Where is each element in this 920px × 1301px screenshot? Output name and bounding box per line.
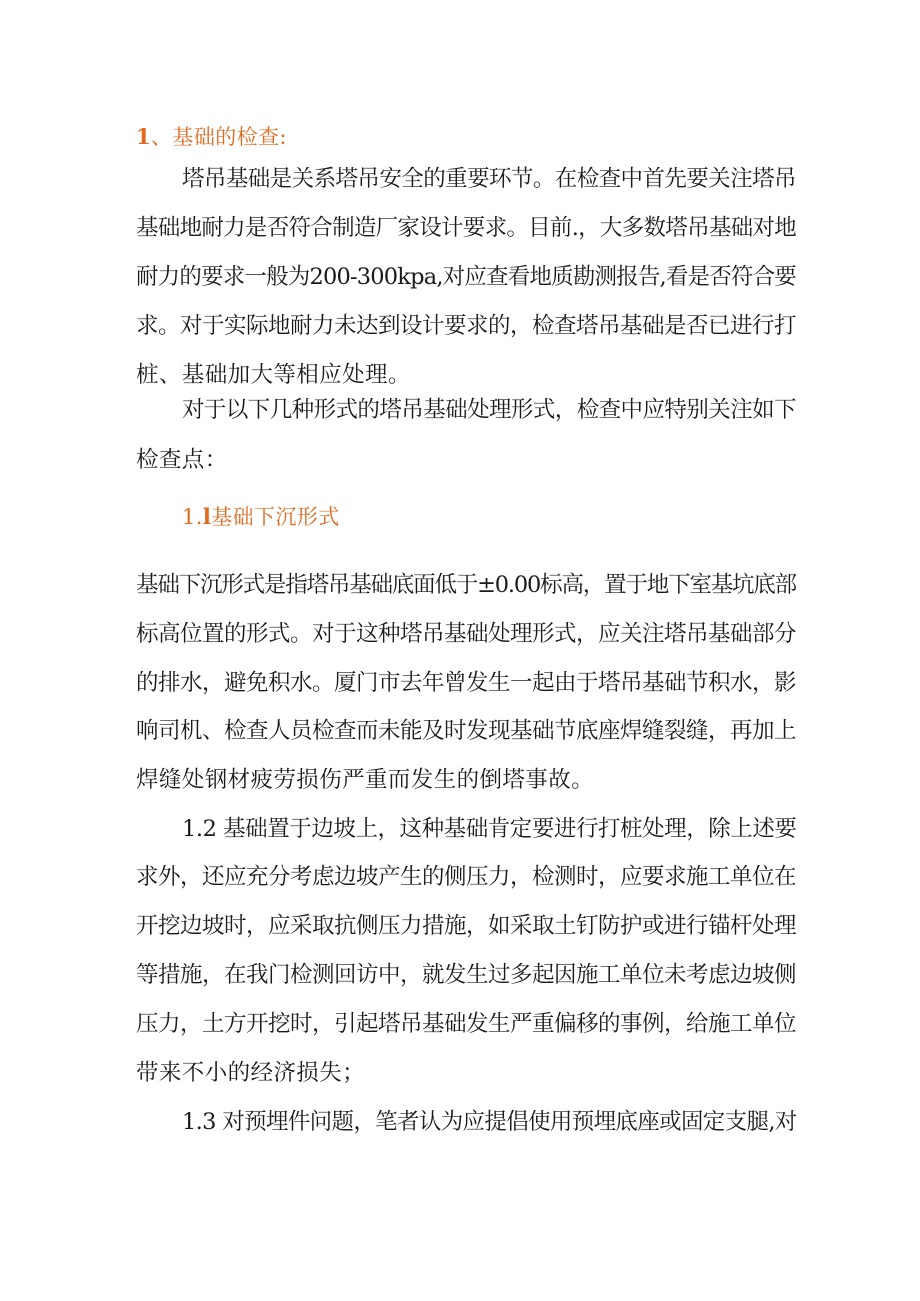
intro-line-4: 求。对于实际地耐力未达到设计要求的，检查塔吊基础是否已进行打 [136, 313, 796, 339]
section-heading-text: 、基础的检查: [151, 125, 287, 149]
sub2-line-6: 带来不小的经济损失； [136, 1060, 366, 1086]
subsection-1-number-bold: l [202, 504, 212, 529]
sub3-line-1: 1.3 对预埋件问题，笔者认为应提倡使用预埋底座或固定支腿,对 [182, 1109, 797, 1135]
subsection-1-heading [182, 502, 842, 532]
sub1-body-line-5: 焊缝处钢材疲劳损伤严重而发生的倒塔事故。 [136, 767, 595, 793]
sub2-line-5: 压力，土方开挖时，引起塔吊基础发生严重偏移的事例，给施工单位 [136, 1011, 796, 1037]
subsection-1-number: 1. [182, 505, 203, 529]
sub1-body-line-1: 基础下沉形式是指塔吊基础底面低于±0.00标高，置于地下室基坑底部 [136, 572, 796, 598]
para2-line-2: 检查点： [136, 447, 228, 473]
sub2-line-3: 开挖边坡时，应采取抗侧压力措施，如采取土钉防护或进行锚杆处理 [136, 913, 796, 939]
section-heading [136, 122, 796, 152]
para2-line-1: 对于以下几种形式的塔吊基础处理形式，检查中应特别关注如下 [182, 397, 796, 423]
sub2-line-4: 等措施，在我门检测回访中，就发生过多起因施工单位未考虑边坡侧 [136, 962, 796, 988]
sub1-body-line-3: 的排水，避免积水。厦门市去年曾发生一起由于塔吊基础节积水，影 [136, 670, 796, 696]
intro-line-1: 塔吊基础是关系塔吊安全的重要环节。在检查中首先要关注塔吊 [182, 166, 796, 192]
sub1-body-line-2: 标高位置的形式。对于这种塔吊基础处理形式，应关注塔吊基础部分 [136, 621, 796, 647]
intro-line-3: 耐力的要求一般为200-300kpa,对应查看地质勘测报告,看是否符合要 [136, 264, 796, 290]
intro-line-5: 桩、基础加大等相应处理。 [136, 362, 411, 388]
sub1-body-line-4: 响司机、检查人员检查而未能及时发现基础节底座焊缝裂缝，再加上 [136, 718, 796, 744]
subsection-1-title: 基础下沉形式 [211, 505, 340, 529]
sub2-line-2: 求外，还应充分考虑边坡产生的侧压力，检测时，应要求施工单位在 [136, 864, 796, 890]
section-heading-number: 1 [136, 124, 152, 149]
intro-line-2: 基础地耐力是否符合制造厂家设计要求。目前.，大多数塔吊基础对地 [136, 215, 796, 241]
sub2-line-1: 1.2 基础置于边坡上，这种基础肯定要进行打桩处理，除上述要 [182, 816, 797, 842]
